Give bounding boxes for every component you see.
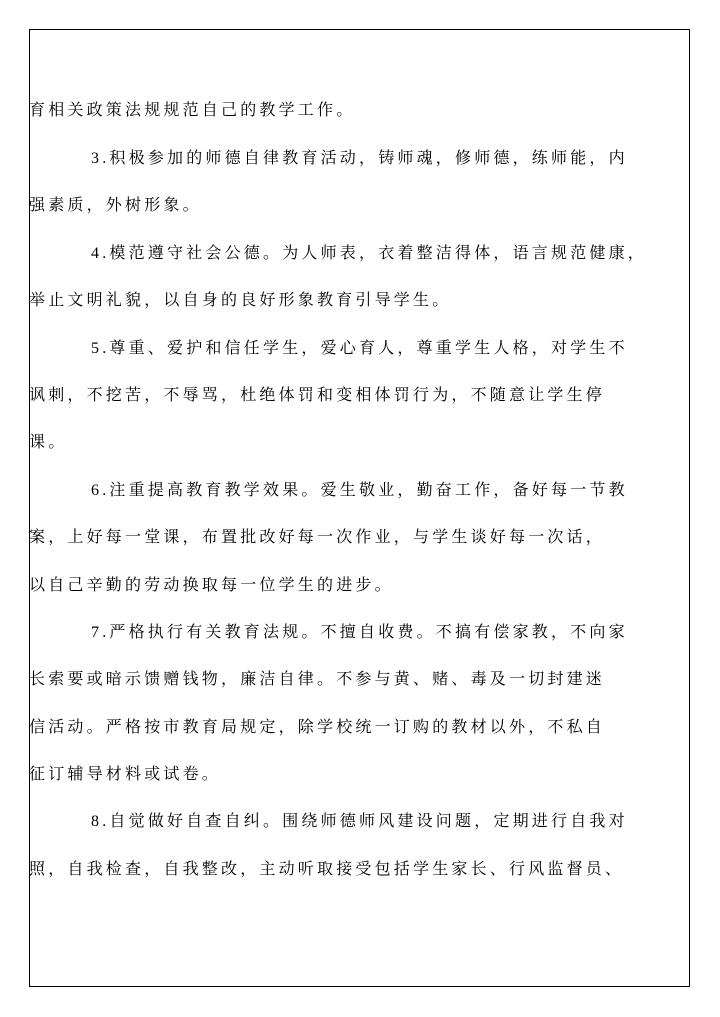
text-line: 照，自我检查，自我整改，主动听取接受包括学生家长、行风监督员、 [29, 861, 625, 878]
paragraph-7-line-1: 7.严格执行有关教育法规。不擅自收费。不搞有偿家教，不向家 [91, 624, 628, 641]
page-border [29, 29, 690, 987]
paragraph-3-line-1: 3.积极参加的师德自律教育活动，铸师魂，修师德，练师能，内 [91, 150, 628, 167]
text-line: 信活动。严格按市教育局规定，除学校统一订购的教材以外，不私自 [29, 719, 606, 736]
text-line: 课。 [29, 434, 68, 451]
paragraph-6-line-1: 6.注重提高教育教学效果。爱生敬业，勤奋工作，备好每一节教 [91, 482, 628, 499]
paragraph-8-line-1: 8.自觉做好自查自纠。围绕师德师风建设问题，定期进行自我对 [91, 813, 628, 830]
text-line: 征订辅导材料或试卷。 [29, 766, 222, 783]
text-line: 讽刺，不挖苦，不辱骂，杜绝体罚和变相体罚行为，不随意让学生停 [29, 387, 606, 404]
paragraph-4-line-1: 4.模范遵守社会公德。为人师表，衣着整洁得体，语言规范健康， [91, 245, 648, 262]
text-line: 举止文明礼貌，以自身的良好形象教育引导学生。 [29, 292, 452, 309]
paragraph-5-line-1: 5.尊重、爱护和信任学生，爱心育人，尊重学生人格，对学生不 [91, 340, 628, 357]
text-line: 长索要或暗示馈赠钱物，廉洁自律。不参与黄、赌、毒及一切封建迷 [29, 671, 606, 688]
text-line: 强素质，外树形象。 [29, 197, 202, 214]
text-line: 以自己辛勤的劳动换取每一位学生的进步。 [29, 577, 394, 594]
text-line: 案，上好每一堂课，布置批改好每一次作业，与学生谈好每一次话， [29, 529, 606, 546]
text-line: 育相关政策法规规范自己的教学工作。 [29, 102, 356, 119]
